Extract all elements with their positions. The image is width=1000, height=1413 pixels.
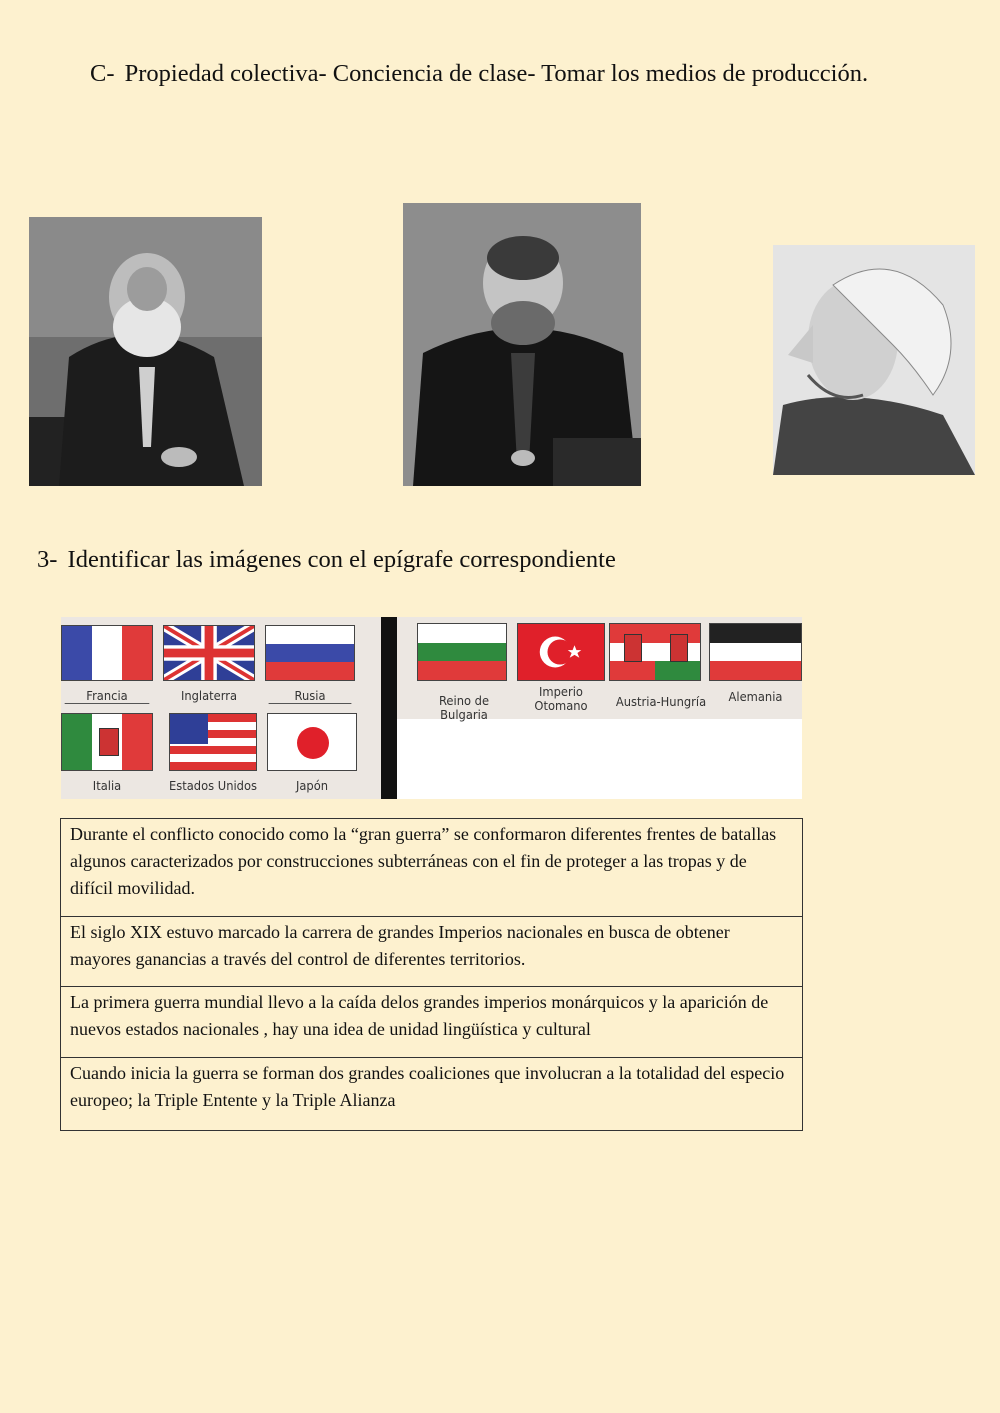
caption-row-1 [61, 819, 802, 917]
label-austria-hungary: Austria-Hungría [615, 694, 707, 709]
option-c [90, 60, 868, 88]
label-japan: Japón [295, 778, 329, 793]
portrait-3-image [773, 245, 975, 475]
caption-row-2 [61, 917, 802, 987]
label-italy: Italia [92, 778, 122, 793]
usa-canton-icon [170, 714, 208, 744]
option-c-letter: C- [90, 60, 115, 87]
italy-crest-icon [99, 728, 119, 756]
flag-germany [709, 623, 802, 681]
label-usa: Estados Unidos [168, 778, 258, 793]
section-3-number: 3- [37, 546, 58, 573]
crescent-star-icon [518, 624, 604, 680]
captions-table [60, 818, 803, 1131]
label-ottoman [521, 685, 602, 713]
label-uk: Inglaterra [180, 688, 238, 703]
portrait-1 [29, 217, 262, 486]
flags-central-panel [397, 617, 802, 799]
label-russia: Rusia [269, 689, 352, 704]
flag-italy [61, 713, 153, 771]
flags-entente-panel [61, 617, 381, 799]
option-c-text: Propiedad colectiva- Conciencia de clase- Tomar los medios de producción. [124, 60, 869, 87]
flag-france [61, 625, 153, 681]
label-ottoman-line2: Otomano [534, 698, 588, 713]
label-france: Francia [65, 689, 150, 704]
section-3-heading [37, 546, 616, 574]
flag-russia [265, 625, 355, 681]
flag-bulgaria [417, 623, 507, 681]
japan-sun-icon [297, 727, 329, 759]
portrait-2-image [403, 203, 641, 486]
label-germany: Alemania [728, 689, 783, 704]
flag-japan [267, 713, 357, 771]
label-bulgaria: Reino de Bulgaria [438, 693, 490, 722]
caption-row-3 [61, 987, 802, 1058]
caption-text-2: El siglo XIX estuvo marcado la carrera de grandes Imperios nacionales en busca de obtener mayores ganancias a través del control de diferentes territorios. [70, 922, 730, 969]
hungary-crest-icon [670, 634, 688, 662]
portrait-2 [403, 203, 641, 486]
caption-text-1: Durante el conflicto conocido como la “gran guerra” se conformaron diferentes frentes de batallas algunos caracterizados por construcciones subterráneas con el fin de proteger a las tropas y de difícil movilidad. [70, 824, 777, 898]
section-3-title: Identificar las imágenes con el epígrafe correspondiente [67, 546, 616, 573]
caption-text-3: La primera guerra mundial llevo a la caída delos grandes imperios monárquicos y la aparición de nuevos estados nacionales , hay una idea de unidad lingüística y cultural [70, 992, 769, 1039]
caption-row-4 [61, 1058, 802, 1128]
portrait-3 [773, 245, 975, 475]
caption-text-4: Cuando inicia la guerra se forman dos grandes coaliciones que involucran a la totalidad del especio europeo; la Triple Entente y la Triple Alianza [70, 1063, 785, 1110]
flag-austria-hungary [609, 623, 701, 681]
portrait-1-image [29, 217, 262, 486]
austria-crest-icon [624, 634, 642, 662]
flag-usa [169, 713, 257, 771]
flag-uk [163, 625, 255, 681]
flags-divider [381, 617, 397, 799]
label-ottoman-line1: Imperio [539, 684, 583, 699]
flag-ottoman [517, 623, 605, 681]
